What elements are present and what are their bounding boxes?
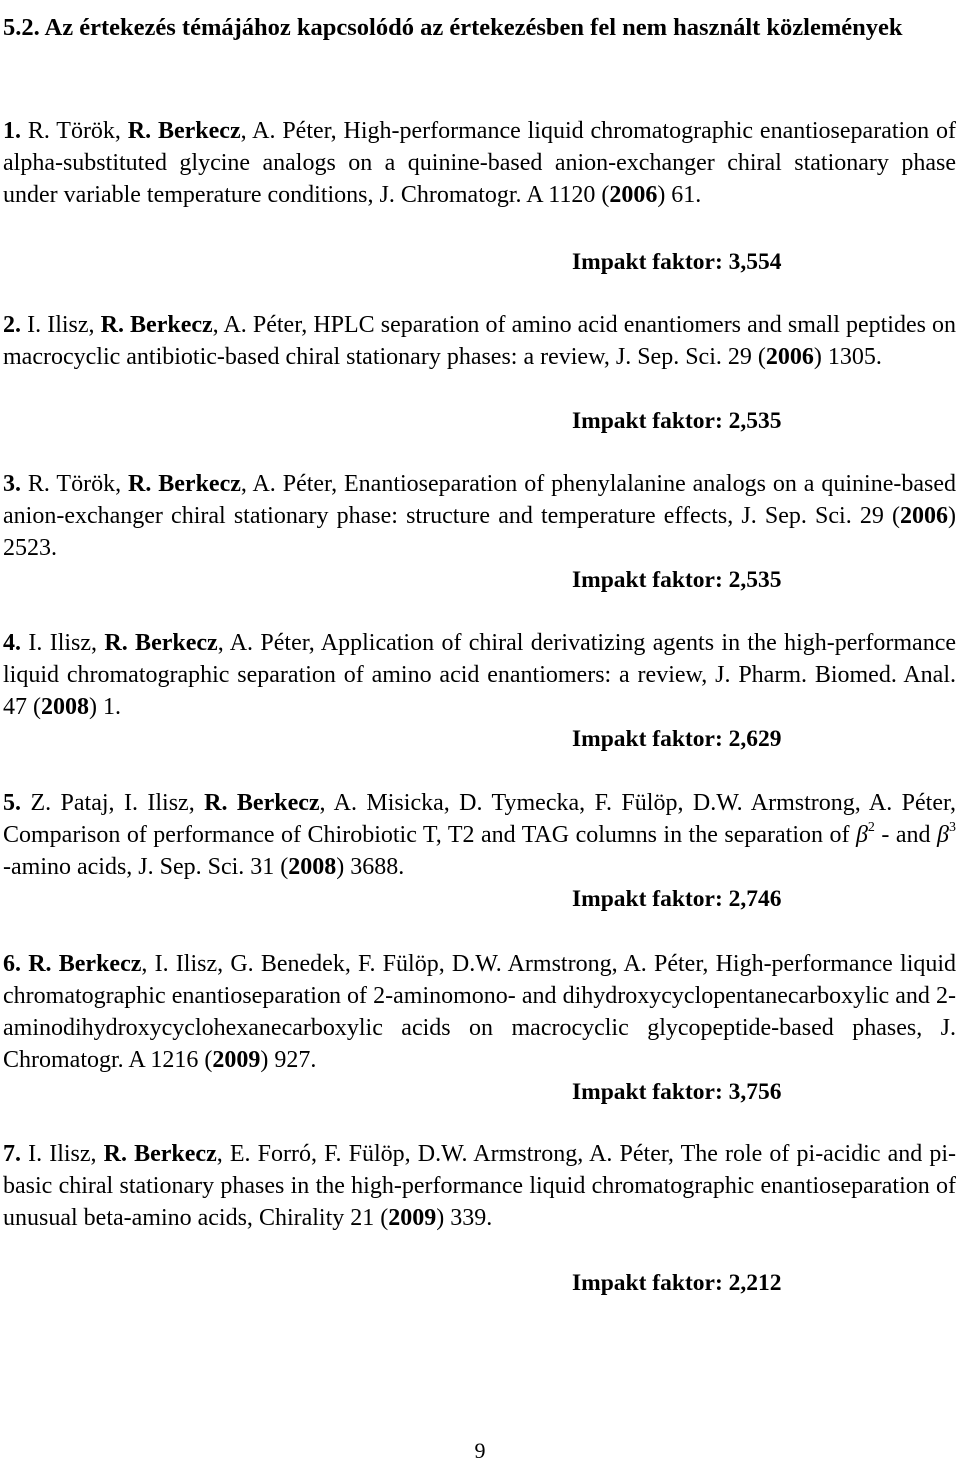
publication-item [3,787,956,883]
publication-number: 4. [3,630,21,656]
journal-citation: J. Sep. Sci. 29 (2006) 1305. [615,344,882,370]
publication-number: 6. [3,951,21,977]
impact-factor: Impakt faktor: 2,746 [572,886,782,912]
impact-factor: Impakt faktor: 2,535 [572,408,782,434]
publication-number: 7. [3,1141,21,1167]
journal-citation: J. Chromatogr. A 1216 (2009) 927. [3,1015,956,1073]
author-list: I. Ilisz, R. Berkecz, A. Péter [27,312,302,338]
publication-title: , High-performance liquid chromatographic enantioseparation of alpha-substituted glycine analogs on a quinine-based anion-exchanger chiral stationary phase under variable temperature conditions, [3,118,957,208]
impact-factor: Impakt faktor: 2,212 [572,1270,782,1296]
journal-citation: J. Sep. Sci. 29 (2006) 2523. [3,503,957,561]
publication-title: , The role of pi-acidic and pi-basic chiral stationary phases in the high-performance liquid chromatographic enantioseparation of unusual beta-amino acids, [3,1141,957,1231]
journal-citation: J. Pharm. Biomed. Anal. 47 (2008) 1. [3,662,957,720]
publication-item [3,115,956,211]
section-heading: 5.2. Az értekezés témájához kapcsolódó az értekezésben fel nem használt közlemények [3,14,903,41]
publication-number: 1. [3,118,21,144]
impact-factor: Impakt faktor: 2,535 [572,567,782,593]
author-list: R. Török, R. Berkecz, A. Péter [27,471,332,497]
impact-factor: Impakt faktor: 3,756 [572,1079,782,1105]
publication-title: , Comparison of performance of Chirobiotic T, T2 and TAG columns in the separation of $\beta^2$ - and $\beta^3$ -amino acids, [3,790,956,880]
publication-item [3,309,956,373]
publication-title: , HPLC separation of amino acid enantiomers and small peptides on macrocyclic antibiotic-based chiral stationary phases: a review, [3,312,957,370]
author-list: Z. Pataj, I. Ilisz, R. Berkecz, A. Misicka, D. Tymecka, F. Fülöp, D.W. Armstrong, A. Péter [30,790,950,816]
author-list: R. Török, R. Berkecz, A. Péter [27,118,331,144]
journal-citation: J. Chromatogr. A 1120 (2006) 61. [379,182,702,208]
author-list: I. Ilisz, R. Berkecz, E. Forró, F. Fülöp, D.W. Armstrong, A. Péter [28,1141,668,1167]
journal-citation: Chirality 21 (2009) 339. [258,1205,493,1231]
publication-item [3,627,956,723]
publication-item [3,948,956,1076]
impact-factor: Impakt faktor: 3,554 [572,249,782,275]
publication-title: , Enantioseparation of phenylalanine analogs on a quinine-based anion-exchanger chiral stationary phase: structure and temperature effects, [3,471,956,529]
publication-item [3,1138,956,1234]
journal-citation: J. Sep. Sci. 31 (2008) 3688. [138,854,405,880]
publication-number: 5. [3,790,21,816]
publication-number: 2. [3,312,21,338]
author-list: I. Ilisz, R. Berkecz, A. Péter [28,630,309,656]
publication-item [3,468,956,564]
publication-number: 3. [3,471,21,497]
publication-title: , Application of chiral derivatizing agents in the high-performance liquid chromatographic separation of amino acid enantiomers: a review, [3,630,957,688]
impact-factor: Impakt faktor: 2,629 [572,726,782,752]
publication-title: , High-performance liquid chromatographic enantioseparation of 2-aminomono- and dihydroxycyclopentanecarboxylic and 2-aminodihydroxycyclohexanecarboxylic acids on macrocyclic glycopeptide-based phases, [3,951,957,1041]
author-list: R. Berkecz, I. Ilisz, G. Benedek, F. Fülöp, D.W. Armstrong, A. Péter [28,951,703,977]
page-number: 9 [474,1438,486,1463]
